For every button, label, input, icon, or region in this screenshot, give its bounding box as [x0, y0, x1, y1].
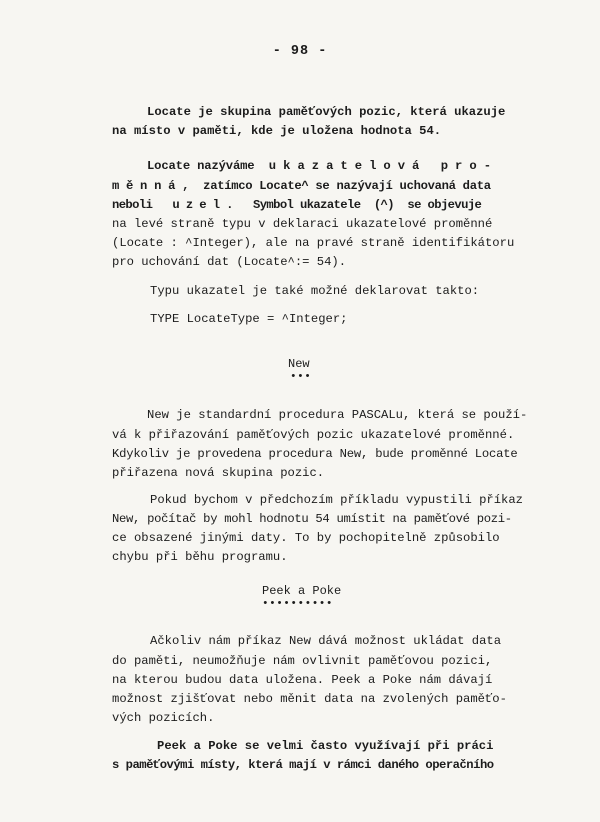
- para6-line-4: možnost zjišťovat nebo měnit data na zvolených paměťo-: [112, 692, 507, 706]
- para6-line-5: vých pozicích.: [112, 711, 215, 725]
- page-number: - 98 -: [272, 44, 328, 59]
- code-line: TYPE LocateType = ^Integer;: [150, 312, 348, 326]
- para2-line-2: m ě n n á , zatímco Locate^ se nazývají uchovaná data: [112, 179, 491, 193]
- para6-line-3: na kterou budou data uložena. Peek a Poke nám dávají: [112, 673, 493, 687]
- heading-new: New: [288, 357, 310, 371]
- para5-line-2: New, počítač by mohl hodnotu 54 umístit na paměťové pozi-: [112, 512, 512, 526]
- para5-line-3: ce obsazené jinými daty. To by pochopitelně způsobilo: [112, 531, 500, 545]
- heading-peek-poke-dots: ••••••••••: [262, 598, 334, 610]
- para7-line-1: Peek a Poke se velmi často využívají při práci: [157, 739, 494, 753]
- para2-line-1: Locate nazýváme u k a z a t e l o v á p r o -: [147, 159, 491, 173]
- heading-new-dots: •••: [290, 371, 312, 383]
- para4-line-2: vá k přiřazování paměťových pozic ukazatelové proměnné.: [112, 428, 515, 442]
- para2-line-3: neboli u z e l . Symbol ukazatele (^) se objevuje: [112, 198, 482, 212]
- para4-line-4: přiřazena nová skupina pozic.: [112, 466, 325, 480]
- para1-line-1: Locate je skupina paměťových pozic, která ukazuje: [147, 105, 506, 119]
- para6-line-1: Ačkoliv nám příkaz New dává možnost ukládat data: [150, 634, 502, 648]
- heading-peek-poke: Peek a Poke: [262, 584, 342, 598]
- para1-line-2: na místo v paměti, kde je uložena hodnota 54.: [112, 124, 442, 138]
- para6-line-2: do paměti, neumožňuje nám ovlivnit paměťovou pozici,: [112, 654, 493, 668]
- para4-line-1: New je standardní procedura PASCALu, která se použí-: [147, 408, 528, 422]
- para2-line-5: (Locate : ^Integer), ale na pravé straně identifikátoru: [112, 236, 515, 250]
- para5-line-1: Pokud bychom v předchozím příkladu vypustili příkaz: [150, 493, 523, 507]
- para2-line-4: na levé straně typu v deklaraci ukazatelové proměnné: [112, 217, 493, 231]
- para7-line-2: s paměťovými místy, která mají v rámci daného operačního: [112, 758, 494, 772]
- para4-line-3: Kdykoliv je provedena procedura New, bude proměnné Locate: [112, 447, 518, 461]
- para2-line-6: pro uchování dat (Locate^:= 54).: [112, 255, 347, 269]
- para3: Typu ukazatel je také možné deklarovat takto:: [150, 284, 480, 298]
- para5-line-4: chybu při běhu programu.: [112, 550, 288, 564]
